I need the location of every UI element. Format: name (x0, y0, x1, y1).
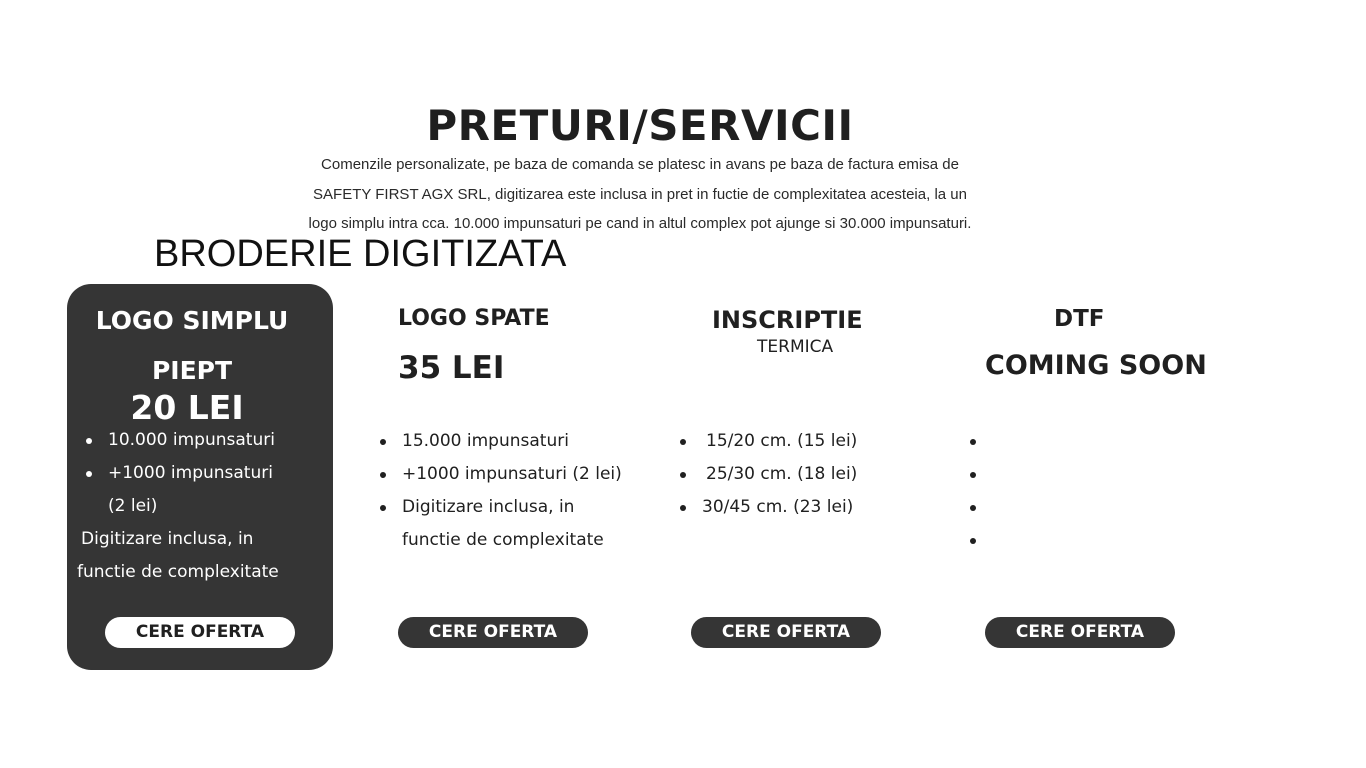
list-item (970, 491, 997, 524)
list-item (86, 457, 275, 490)
feature-list (86, 424, 275, 523)
list-item (970, 524, 997, 557)
list-item (970, 425, 997, 458)
feature-text: 25/30 cm. (18 lei) (706, 464, 858, 484)
bullet-icon (680, 505, 686, 511)
card-price: 35 LEI (398, 350, 505, 386)
intro-line: Comenzile personalizate, pe baza de comanda se platesc in avans pe baza de factura emisa de (321, 156, 959, 173)
list-item (380, 458, 622, 491)
bullet-icon (970, 472, 976, 478)
card-note-line2: functie de complexitate (77, 562, 279, 582)
card-title-line2: PIEPT (151, 356, 233, 385)
bullet-icon (680, 439, 686, 445)
card-price: 20 LEI (130, 388, 244, 427)
intro-line: SAFETY FIRST AGX SRL, digitizarea este inclusa in pret in fuctie de complexitatea acesteia, la un (313, 185, 967, 203)
feature-list (970, 425, 997, 557)
section-title: BRODERIE DIGITIZATA (154, 233, 567, 275)
list-item (680, 425, 857, 458)
feature-text: 15.000 impunsaturi (402, 431, 569, 451)
card-title: LOGO SIMPLU (95, 306, 289, 335)
list-item (86, 424, 275, 457)
cere-oferta-button[interactable]: CERE OFERTA (691, 617, 881, 648)
bullet-icon (970, 505, 976, 511)
feature-text (992, 497, 997, 517)
bullet-icon (380, 505, 386, 511)
list-item (380, 524, 622, 557)
card-subtitle: TERMICA (757, 337, 834, 357)
bullet-icon (86, 471, 92, 477)
bullet-icon (970, 538, 976, 544)
bullet-icon (380, 439, 386, 445)
list-item (86, 490, 275, 523)
feature-text (992, 530, 997, 550)
feature-text: +1000 impunsaturi (2 lei) (402, 464, 622, 484)
card-logo-simplu (67, 284, 333, 670)
list-item (680, 458, 857, 491)
card-title: LOGO SPATE (398, 306, 550, 331)
feature-list (680, 425, 857, 524)
bullet-icon (970, 439, 976, 445)
card-title: DTF (1054, 306, 1105, 332)
feature-text: Digitizare inclusa, in (402, 497, 575, 517)
card-dtf (968, 300, 1228, 660)
feature-text: functie de complexitate (402, 530, 604, 550)
card-inscriptie (676, 300, 946, 660)
feature-text (992, 431, 997, 451)
card-status: COMING SOON (985, 350, 1207, 381)
intro-text (240, 150, 1040, 239)
cere-oferta-button[interactable]: CERE OFERTA (105, 617, 295, 648)
list-item (380, 425, 622, 458)
list-item (970, 458, 997, 491)
feature-list (380, 425, 622, 557)
feature-text: 10.000 impunsaturi (108, 430, 275, 450)
bullet-icon (380, 472, 386, 478)
feature-text: (2 lei) (108, 496, 158, 516)
feature-text: +1000 impunsaturi (108, 463, 273, 483)
intro-line: logo simplu intra cca. 10.000 impunsaturi pe cand in altul complex pot ajunge si 30.000 impunsaturi. (308, 215, 972, 232)
bullet-icon (680, 472, 686, 478)
card-note: Digitizare inclusa, in (81, 529, 254, 549)
cere-oferta-button[interactable]: CERE OFERTA (398, 617, 588, 648)
card-logo-spate (380, 300, 650, 660)
feature-text: 30/45 cm. (23 lei) (702, 497, 854, 517)
bullet-icon (86, 438, 92, 444)
list-item (380, 491, 622, 524)
feature-text (992, 464, 997, 484)
card-title: INSCRIPTIE (712, 306, 863, 334)
list-item (680, 491, 857, 524)
feature-text: 15/20 cm. (15 lei) (706, 431, 858, 451)
cere-oferta-button[interactable]: CERE OFERTA (985, 617, 1175, 648)
page-title: PRETURI/SERVICII (426, 101, 854, 150)
